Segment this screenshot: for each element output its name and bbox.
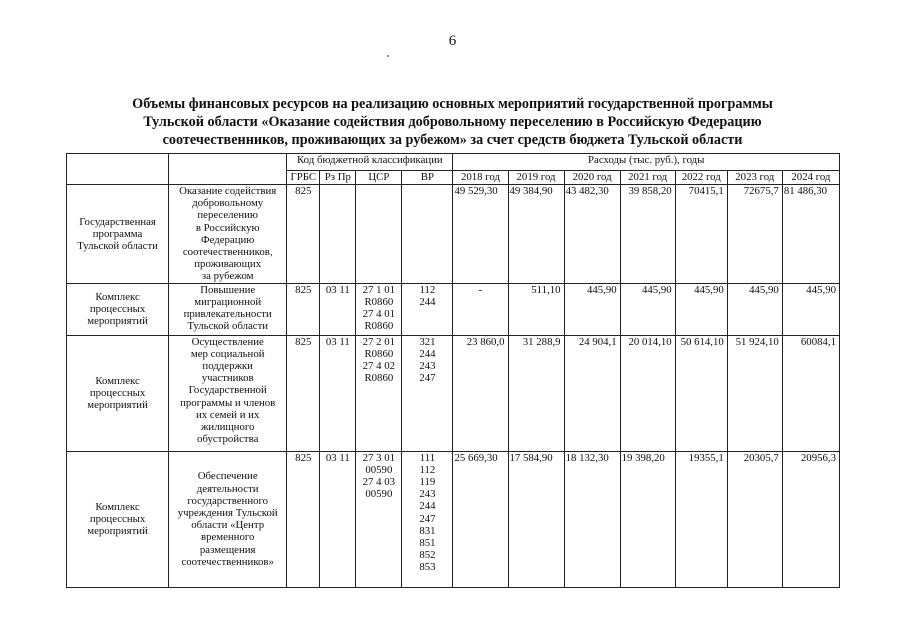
row-grbs: 825 (287, 335, 320, 451)
row-csr-line: 27 4 03 (362, 476, 396, 489)
row-grbs: 825 (287, 283, 320, 335)
row-name-line: миграционной (194, 295, 262, 308)
header-rzpr: Рз Пр (320, 171, 356, 185)
row-csr (356, 335, 402, 451)
row-type (67, 335, 169, 451)
row-value: 60084,1 (782, 335, 839, 451)
row-vr-line: 247 (419, 372, 436, 385)
row-vr-line: 244 (419, 295, 436, 308)
row-type-line: мероприятий (87, 399, 148, 412)
title-line: соотечественников, проживающих за рубежом» за счет средств бюджета Тульской области (162, 132, 743, 148)
row-name-line: в Российскую (195, 221, 260, 234)
row-name-line: размещения (199, 543, 256, 556)
row-value: 511,10 (508, 283, 564, 335)
row-rzpr (320, 185, 356, 284)
header-year: 2020 год (564, 171, 620, 185)
row-vr-line: 111 (419, 451, 436, 464)
header-empty-type (67, 154, 169, 185)
row-value: 20 014,10 (620, 335, 675, 451)
row-type-line: мероприятий (87, 315, 148, 328)
row-value: - (453, 283, 508, 335)
row-value: 39 858,20 (620, 185, 675, 284)
table-row (67, 185, 840, 284)
row-csr-line: 00590 (365, 488, 393, 501)
row-grbs: 825 (287, 185, 320, 284)
row-vr-line: 244 (419, 347, 436, 360)
row-vr (402, 451, 453, 587)
row-vr (402, 283, 453, 335)
row-csr-line: 27 1 01 (362, 283, 396, 296)
row-name-line: участников (201, 372, 254, 385)
row-type-line: программа (92, 227, 143, 240)
title-line: Тульской области «Оказание содействия добровольному переселению в Российскую Федерацию (143, 114, 762, 130)
row-csr-line: R0860 (364, 372, 394, 385)
header-csr: ЦСР (356, 171, 402, 185)
row-grbs: 825 (287, 451, 320, 587)
page-number: 6 (448, 33, 457, 49)
row-type-line: Комплекс (95, 290, 140, 303)
title-line: Объемы финансовых ресурсов на реализацию основных мероприятий государственной программы (132, 96, 773, 112)
row-value: 50 614,10 (675, 335, 727, 451)
row-value: 23 860,0 (453, 335, 508, 451)
row-value: 445,90 (782, 283, 839, 335)
row-csr-line: 27 3 01 (362, 451, 396, 464)
row-csr-line: 27 4 02 (362, 360, 396, 373)
row-name-line: Тульской области (187, 320, 269, 333)
header-grbs: ГРБС (287, 171, 320, 185)
header-year: 2018 год (453, 171, 508, 185)
row-value: 18 132,30 (564, 451, 620, 587)
row-csr-line: R0860 (364, 295, 394, 308)
row-csr-line: R0860 (364, 347, 394, 360)
document-title (95, 95, 810, 149)
row-type (67, 283, 169, 335)
row-vr-line: 247 (419, 512, 436, 525)
row-type (67, 451, 169, 587)
row-value: 19 398,20 (620, 451, 675, 587)
row-vr-line: 112 (419, 283, 436, 296)
row-name-line: Государственной (188, 384, 267, 397)
row-type-line: процессных (89, 303, 146, 316)
row-name-line: Федерацию (201, 233, 255, 246)
row-name-line: соотечественников, (182, 246, 273, 259)
row-value: 70415,1 (675, 185, 727, 284)
row-name (169, 335, 287, 451)
row-rzpr: 03 11 (320, 283, 356, 335)
header-year: 2024 год (782, 171, 839, 185)
row-vr (402, 335, 453, 451)
row-value: 445,90 (620, 283, 675, 335)
row-vr-line: 243 (419, 360, 436, 373)
row-type-line: процессных (89, 513, 146, 526)
row-name-line: обустройства (197, 433, 259, 446)
row-rzpr: 03 11 (320, 335, 356, 451)
header-year: 2019 год (508, 171, 564, 185)
row-type-line: Государственная (79, 215, 156, 228)
row-csr (356, 451, 402, 587)
row-name-line: программы и членов (180, 396, 276, 409)
row-value: 25 669,30 (453, 451, 508, 587)
row-name-line: деятельности (196, 482, 259, 495)
row-name-line: их семей и их (196, 408, 260, 421)
row-name (169, 185, 287, 284)
header-vr: ВР (402, 171, 453, 185)
row-value: 445,90 (675, 283, 727, 335)
row-name-line: Повышение (200, 283, 256, 296)
row-name-line: Обеспечение (197, 470, 258, 483)
row-value: 31 288,9 (508, 335, 564, 451)
row-type-line: Комплекс (95, 500, 140, 513)
budget-table (66, 153, 840, 588)
row-csr-line: R0860 (364, 320, 394, 333)
header-empty-name (169, 154, 287, 185)
row-name-line: проживающих (194, 258, 262, 271)
row-name-line: добровольному (192, 197, 264, 210)
row-name-line: привлекательности (183, 308, 272, 321)
row-vr-line: 244 (419, 500, 436, 513)
row-vr-line: 243 (419, 488, 436, 501)
table-row (67, 283, 840, 335)
row-vr (402, 185, 453, 284)
header-year: 2023 год (727, 171, 782, 185)
row-type (67, 185, 169, 284)
row-name-line: Осуществление (191, 335, 264, 348)
row-csr (356, 185, 402, 284)
row-vr-line: 321 (419, 335, 436, 348)
row-name-line: соотечественников» (181, 555, 274, 568)
row-value: 445,90 (564, 283, 620, 335)
header-expenses: Расходы (тыс. руб.), годы (453, 154, 840, 171)
row-name-line: временного (200, 531, 255, 544)
row-value: 49 529,30 (453, 185, 508, 284)
row-name (169, 451, 287, 587)
row-value: 72675,7 (727, 185, 782, 284)
header-kbk: Код бюджетной классификации (287, 154, 453, 171)
table-row (67, 335, 840, 451)
row-csr-line: 27 4 01 (362, 308, 396, 321)
row-value: 20956,3 (782, 451, 839, 587)
row-name-line: области «Центр (191, 519, 265, 532)
row-name-line: Оказание содействия (179, 185, 277, 197)
row-type-line: процессных (89, 387, 146, 400)
row-value: 24 904,1 (564, 335, 620, 451)
row-name (169, 283, 287, 335)
table-row (67, 451, 840, 587)
header-year: 2021 год (620, 171, 675, 185)
row-value: 81 486,30 (782, 185, 839, 284)
row-type-line: Комплекс (95, 374, 140, 387)
row-value: 445,90 (727, 283, 782, 335)
row-type-line: мероприятий (87, 525, 148, 538)
row-vr-line: 852 (419, 549, 436, 562)
row-vr-line: 112 (419, 463, 436, 476)
row-name-line: переселению (197, 209, 258, 222)
row-value: 17 584,90 (508, 451, 564, 587)
row-vr-line: 831 (419, 524, 436, 537)
row-name-line: жилищного (200, 421, 255, 434)
row-value: 43 482,30 (564, 185, 620, 284)
scan-speck (387, 55, 389, 57)
row-value: 20305,7 (727, 451, 782, 587)
row-name-line: учреждения Тульской (177, 506, 278, 519)
row-rzpr: 03 11 (320, 451, 356, 587)
row-value: 19355,1 (675, 451, 727, 587)
row-name-line: мер социальной (190, 347, 265, 360)
row-vr-line: 853 (419, 561, 436, 574)
row-csr-line: 00590 (365, 463, 393, 476)
row-value: 51 924,10 (727, 335, 782, 451)
row-name-line: поддержки (202, 360, 253, 373)
header-year: 2022 год (675, 171, 727, 185)
row-csr-line: 27 2 01 (362, 335, 396, 348)
row-vr-line: 119 (419, 476, 436, 489)
row-value: 49 384,90 (508, 185, 564, 284)
row-name-line: государственного (187, 494, 269, 507)
row-vr-line: 851 (419, 537, 436, 550)
row-name-line: за рубежом (201, 270, 254, 283)
row-csr (356, 283, 402, 335)
row-type-line: Тульской области (77, 239, 158, 252)
